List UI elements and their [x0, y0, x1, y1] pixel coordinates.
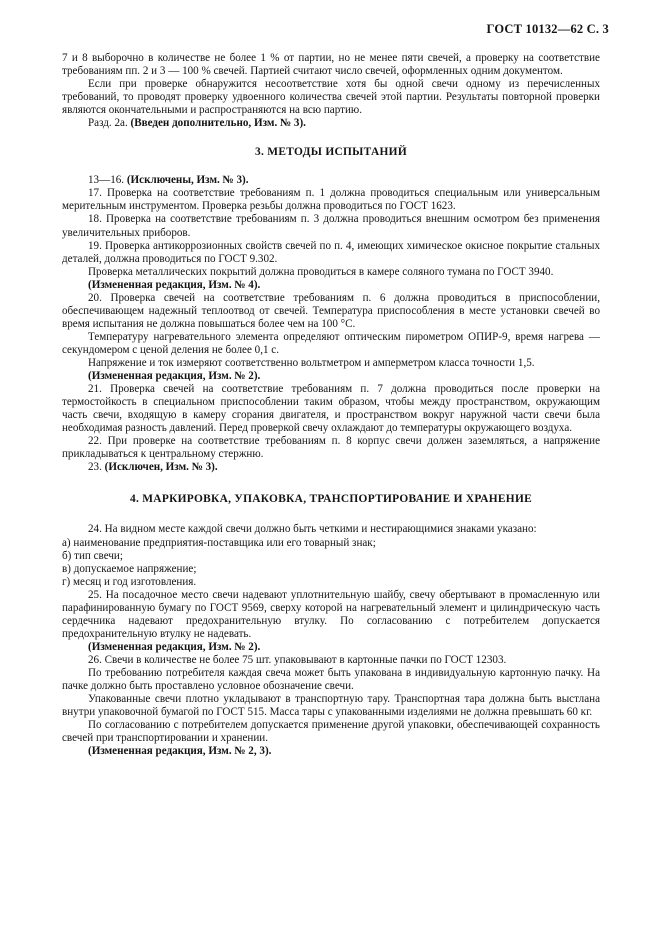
intro-amendment-note [62, 117, 600, 130]
intro-paragraph-2: Если при проверке обнаружится несоответствие хотя бы одной свечи одному из перечисленных требований, то проводят проверку удвоенного количества свечей этой партии. Результаты повторной проверки являются окончательными и распространяются на всю партию. [62, 78, 600, 117]
clause-25: 25. На посадочное место свечи надевают уплотнительную шайбу, свечу обертывают в промасленную или парафинированную бумагу по ГОСТ 9569, сверху которой на нагревательный элемент и цилиндрическую часть сердечника надевают предохранительную втулку. По согласованию с потребителем допускается предохранительную втулку не надевать. [62, 588, 600, 640]
list-item: г) месяц и год изготовления. [62, 575, 197, 588]
amendment-note: (Исключены, Изм. № 3). [126, 174, 249, 187]
clause-26-continued-1: По требованию потребителя каждая свеча может быть упакована в индивидуальную картонную пачку. На пачке должно быть проставлено условное обозначение свечи. [62, 666, 600, 693]
clause-20-continued-1: Температуру нагревательного элемента определяют оптическим пирометром ОПИР-9, время нагрева — секундомером с ценой деления не более 0,1 с. [62, 330, 600, 356]
section-4-title: 4. МАРКИРОВКА, УПАКОВКА, ТРАНСПОРТИРОВАНИЕ И ХРАНЕНИЕ [129, 493, 533, 506]
clause-20: 20. Проверка свечей на соответствие требованиям п. 6 должна проводиться в приспособлении, обеспечивающем надежный теплоотвод от свечей. Температура приспособления в месте установки свечей во время испытания не должна повышаться более чем на 100 °С. [62, 291, 600, 330]
clause-19-amendment-note: (Измененная редакция, Изм. № 4). [88, 278, 261, 291]
clause-26-continued-2: Упакованные свечи плотно укладывают в транспортную тару. Транспортная тара должна быть выстлана внутри упаковочной бумагой по ГОСТ 515. Масса тары с упакованными изделиями не должна превышать 60 кг. [62, 693, 600, 719]
clause-25-amendment-note: (Измененная редакция, Изм. № 2). [88, 640, 261, 653]
clause-19-continued: Проверка металлических покрытий должна проводиться в камере соляного тумана по ГОСТ 3940. [88, 265, 554, 278]
section-3-title: 3. МЕТОДЫ ИСПЫТАНИЙ [254, 146, 407, 159]
section-ref: Разд. 2а. [88, 117, 131, 130]
list-item: а) наименование предприятия-поставщика или его товарный знак; [62, 536, 376, 549]
clause-17: 17. Проверка на соответствие требованиям п. 1 должна проводиться специальным или универсальным мерительным инструментом. Проверка резьбы должна проводиться по ГОСТ 1623. [62, 187, 600, 213]
clause-20-continued-2: Напряжение и ток измеряют соответственно вольтметром и амперметром класса точности 1,5. [88, 356, 535, 369]
clause-21: 21. Проверка свечей на соответствие требованиям п. 7 должна проводиться после проверки на термостойкость в специальном приспособлении таким образом, чтобы между пространством, окружающим часть свечи, входящую в камеру сгорания двигателя, и пространством вокруг наружной части свечи была необходимая разность давлений. Перед проверкой свечу охлаждают до температуры окружающего воздуха. [62, 383, 600, 435]
clause-24: 24. На видном месте каждой свечи должно быть четкими и нестирающимися знаками указано: [88, 523, 537, 536]
clause-18: 18. Проверка на соответствие требованиям п. 3 должна проводиться внешним осмотром без применения увеличительных приборов. [62, 213, 600, 239]
list-item: в) допускаемое напряжение; [62, 562, 197, 575]
intro-paragraph-1: 7 и 8 выборочно в количестве не более 1 % от партии, но не менее пяти свечей, а проверку на соответствие требованиям пп. 2 и 3 — 100 % свечей. Партией считают число свечей, оформленных одним документом. [62, 52, 600, 78]
clause-23 [62, 461, 600, 474]
clause-26-amendment-note: (Измененная редакция, Изм. № 2, 3). [88, 745, 272, 758]
clause-20-amendment-note: (Измененная редакция, Изм. № 2). [88, 370, 261, 383]
clause-26: 26. Свечи в количестве не более 75 шт. упаковывают в картонные пачки по ГОСТ 12303. [88, 653, 507, 666]
clause-26-continued-3: По согласованию с потребителем допускается применение другой упаковки, обеспечивающей сохранность свечей при транспортировании и хранении. [62, 719, 600, 745]
amendment-note: (Введен дополнительно, Изм. № 3). [130, 117, 306, 130]
amendment-note: (Исключен, Изм. № 3). [104, 461, 218, 474]
list-item: б) тип свечи; [62, 549, 123, 562]
clause-number: 23. [88, 461, 105, 474]
clause-22: 22. При проверке на соответствие требованиям п. 8 корпус свечи должен заземляться, а напряжение прикладываться к центральному стержню. [62, 435, 600, 461]
clause-13-16 [62, 174, 600, 187]
page-header: ГОСТ 10132—62 С. 3 [486, 22, 609, 36]
clause-number: 13—16. [88, 174, 127, 187]
clause-19: 19. Проверка антикоррозионных свойств свечей по п. 4, имеющих химическое окисное покрытие стальных деталей, должна проводиться по ГОСТ 9.302. [62, 239, 600, 265]
document-body [62, 52, 600, 758]
